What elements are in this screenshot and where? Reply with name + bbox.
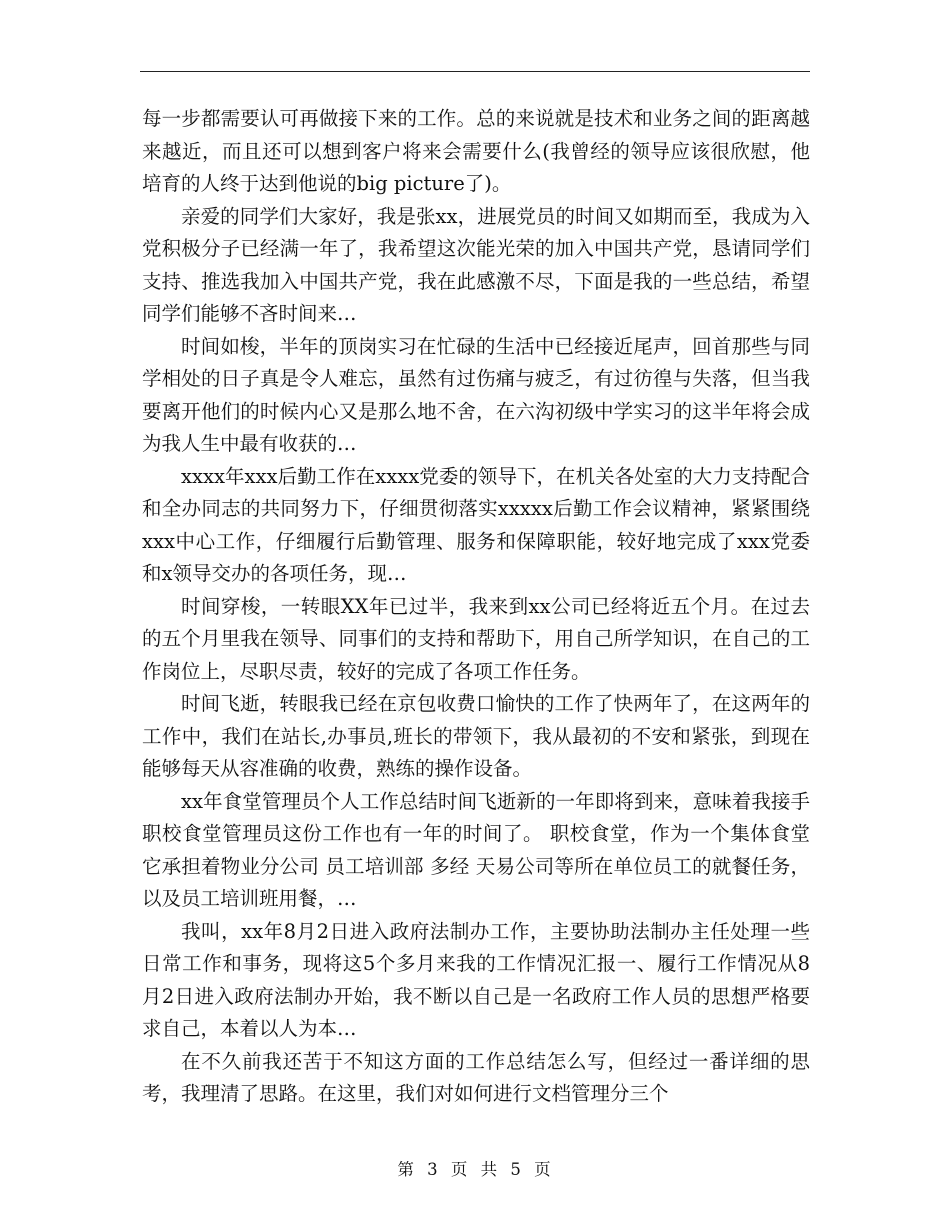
- footer-suffix: 页: [534, 1160, 553, 1179]
- paragraph-5: 时间穿梭，一转眼XX年已过半，我来到xx公司已经将近五个月。在过去的五个月里我在领导、同事们的支持和帮助下，用自己所学知识，在自己的工作岗位上，尽职尽责，较好的完成了各项工作任务。: [142, 594, 810, 683]
- paragraph-8: 我叫，xx年8月2日进入政府法制办工作，主要协助法制办主任处理一些日常工作和事务，现将这5个多月来我的工作情况汇报一、履行工作情况从8月2日进入政府法制办开始，我不断以自己是一名政府工作人员的思想严格要求自己，本着以人为本…: [142, 919, 810, 1040]
- header-rule: [140, 71, 810, 72]
- footer-page-word: 页: [450, 1160, 470, 1179]
- paragraph-6: 时间飞逝，转眼我已经在京包收费口愉快的工作了快两年了，在这两年的工作中，我们在站长,办事员,班长的带领下，我从最初的不安和紧张，到现在能够每天从容准确的收费，熟练的操作设备。: [142, 692, 810, 780]
- body-text: [142, 103, 810, 1111]
- footer-page-number: 3: [427, 1160, 440, 1179]
- footer-total-word: 共: [480, 1160, 500, 1179]
- paragraph-4: xxxx年xxx后勤工作在xxxx党委的领导下，在机关各处室的大力支持配合和全办同志的共同努力下，仔细贯彻落实xxxxx后勤工作会议精神，紧紧围绕xxx中心工作，仔细履行后勤管理、服务和保障职能，较好地完成了xxx党委和x领导交办的各项任务，现…: [142, 464, 810, 585]
- page-footer: [0, 1156, 950, 1180]
- paragraph-1: 每一步都需要认可再做接下来的工作。总的来说就是技术和业务之间的距离越来越近，而且还可以想到客户将来会需要什么(我曾经的领导应该很欣慰，他培育的人终于达到他说的big picture了)。: [142, 107, 810, 195]
- paragraph-2: 亲爱的同学们大家好，我是张xx，进展党员的时间又如期而至，我成为入党积极分子已经满一年了，我希望这次能光荣的加入中国共产党，恳请同学们支持、推选我加入中国共产党，我在此感激不尽，下面是我的一些总结，希望同学们能够不吝时间来…: [142, 204, 810, 325]
- paragraph-9: 在不久前我还苦于不知这方面的工作总结怎么写，但经过一番详细的思考，我理清了思路。在这里，我们对如何进行文档管理分三个: [142, 1049, 810, 1105]
- paragraph-3: 时间如梭，半年的顶岗实习在忙碌的生活中已经接近尾声，回首那些与同学相处的日子真是令人难忘，虽然有过伤痛与疲乏，有过彷徨与失落，但当我要离开他们的时候内心又是那么地不舍，在六沟初级中学实习的这半年将会成为我人生中最有收获的…: [142, 334, 810, 455]
- footer-prefix: 第: [397, 1160, 416, 1179]
- paragraph-7: xx年食堂管理员个人工作总结时间飞逝新的一年即将到来，意味着我接手职校食堂管理员这份工作也有一年的时间了。 职校食堂，作为一个集体食堂它承担着物业分公司 员工培训部 多经 天易公司等所在单位员工的就餐任务，以及员工培训班用餐，…: [142, 789, 810, 910]
- footer-total-pages: 5: [510, 1160, 523, 1179]
